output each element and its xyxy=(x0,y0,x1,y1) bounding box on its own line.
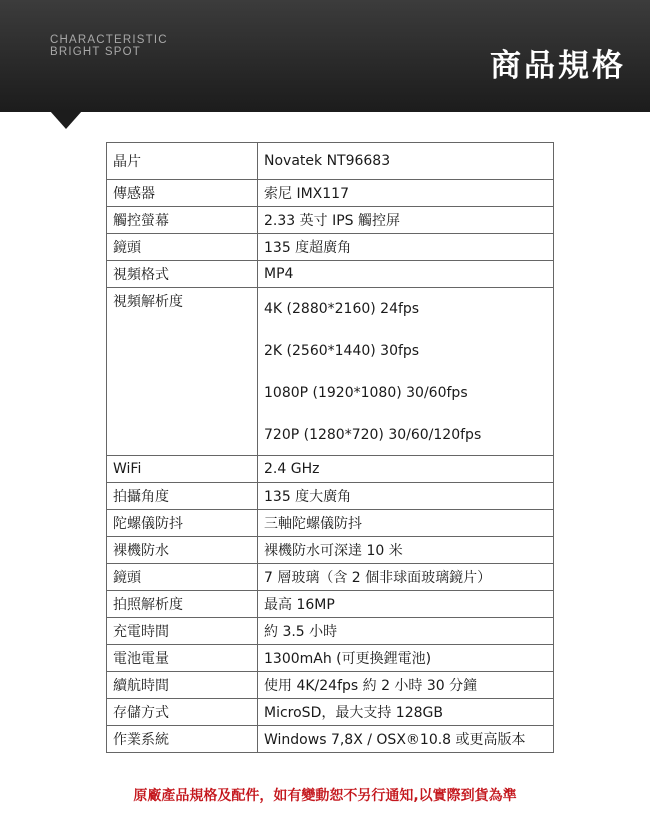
spec-row-lens-glass xyxy=(107,564,554,591)
spec-value: MicroSD，最大支持 128GB xyxy=(258,699,554,726)
spec-value: 裸機防水可深達 10 米 xyxy=(258,537,554,564)
spec-label: 鏡頭 xyxy=(107,234,258,261)
spec-value: 135 度大廣角 xyxy=(258,483,554,510)
spec-row-storage xyxy=(107,699,554,726)
spec-value: 135 度超廣角 xyxy=(258,234,554,261)
spec-label: 視頻解析度 xyxy=(107,288,258,456)
spec-row-waterproof xyxy=(107,537,554,564)
spec-row-os xyxy=(107,726,554,753)
spec-label: 晶片 xyxy=(107,143,258,180)
spec-value: 使用 4K/24fps 約 2 小時 30 分鐘 xyxy=(258,672,554,699)
resolution-item-720p: 720P (1280*720) 30/60/120fps xyxy=(264,426,482,443)
page-title: 商品規格 xyxy=(490,48,626,84)
spec-label: 續航時間 xyxy=(107,672,258,699)
header-notch-arrow xyxy=(50,111,82,129)
spec-label: 鏡頭 xyxy=(107,564,258,591)
spec-row-endurance xyxy=(107,672,554,699)
header-subtitle-line2: BRIGHT SPOT xyxy=(50,46,141,58)
spec-value: MP4 xyxy=(258,261,554,288)
spec-label: 裸機防水 xyxy=(107,537,258,564)
spec-label: 充電時間 xyxy=(107,618,258,645)
spec-row-video-format xyxy=(107,261,554,288)
header-subtitle xyxy=(50,34,168,58)
spec-row-sensor xyxy=(107,180,554,207)
resolution-item-1080p: 1080P (1920*1080) 30/60fps xyxy=(264,384,468,401)
spec-value: 索尼 IMX117 xyxy=(258,180,554,207)
spec-row-shooting-angle xyxy=(107,483,554,510)
spec-row-video-resolution xyxy=(107,288,554,456)
spec-row-photo-resolution xyxy=(107,591,554,618)
spec-value: 最高 16MP xyxy=(258,591,554,618)
spec-row-chip xyxy=(107,143,554,180)
spec-row-wifi xyxy=(107,456,554,483)
spec-row-lens xyxy=(107,234,554,261)
spec-value: Windows 7,8X / OSX®10.8 或更高版本 xyxy=(258,726,554,753)
spec-row-touchscreen xyxy=(107,207,554,234)
resolution-item-4k: 4K (2880*2160) 24fps xyxy=(264,300,420,317)
spec-row-charge-time xyxy=(107,618,554,645)
spec-value: 2.33 英寸 IPS 觸控屏 xyxy=(258,207,554,234)
spec-label: 傳感器 xyxy=(107,180,258,207)
spec-label: 拍照解析度 xyxy=(107,591,258,618)
spec-label: 作業系統 xyxy=(107,726,258,753)
spec-label: 存儲方式 xyxy=(107,699,258,726)
spec-label: 視頻格式 xyxy=(107,261,258,288)
spec-label: WiFi xyxy=(107,456,258,483)
spec-value: 約 3.5 小時 xyxy=(258,618,554,645)
spec-label: 陀螺儀防抖 xyxy=(107,510,258,537)
spec-value: 2.4 GHz xyxy=(258,456,554,483)
spec-row-gyro xyxy=(107,510,554,537)
spec-label: 觸控螢幕 xyxy=(107,207,258,234)
spec-row-battery xyxy=(107,645,554,672)
spec-label: 拍攝角度 xyxy=(107,483,258,510)
spec-label: 電池電量 xyxy=(107,645,258,672)
disclaimer-note: 原廠產品規格及配件，如有變動恕不另行通知,以實際到貨為準 xyxy=(133,788,517,804)
resolution-item-2k: 2K (2560*1440) 30fps xyxy=(264,342,420,359)
spec-value: 1300mAh (可更換鋰電池) xyxy=(258,645,554,672)
spec-value: Novatek NT96683 xyxy=(258,143,554,180)
spec-value: 7 層玻璃（含 2 個非球面玻璃鏡片） xyxy=(258,564,554,591)
header-banner xyxy=(0,0,650,112)
spec-table xyxy=(106,142,554,753)
spec-value-list xyxy=(258,288,554,456)
spec-value: 三軸陀螺儀防抖 xyxy=(258,510,554,537)
header-subtitle-line1: CHARACTERISTIC xyxy=(50,34,168,46)
